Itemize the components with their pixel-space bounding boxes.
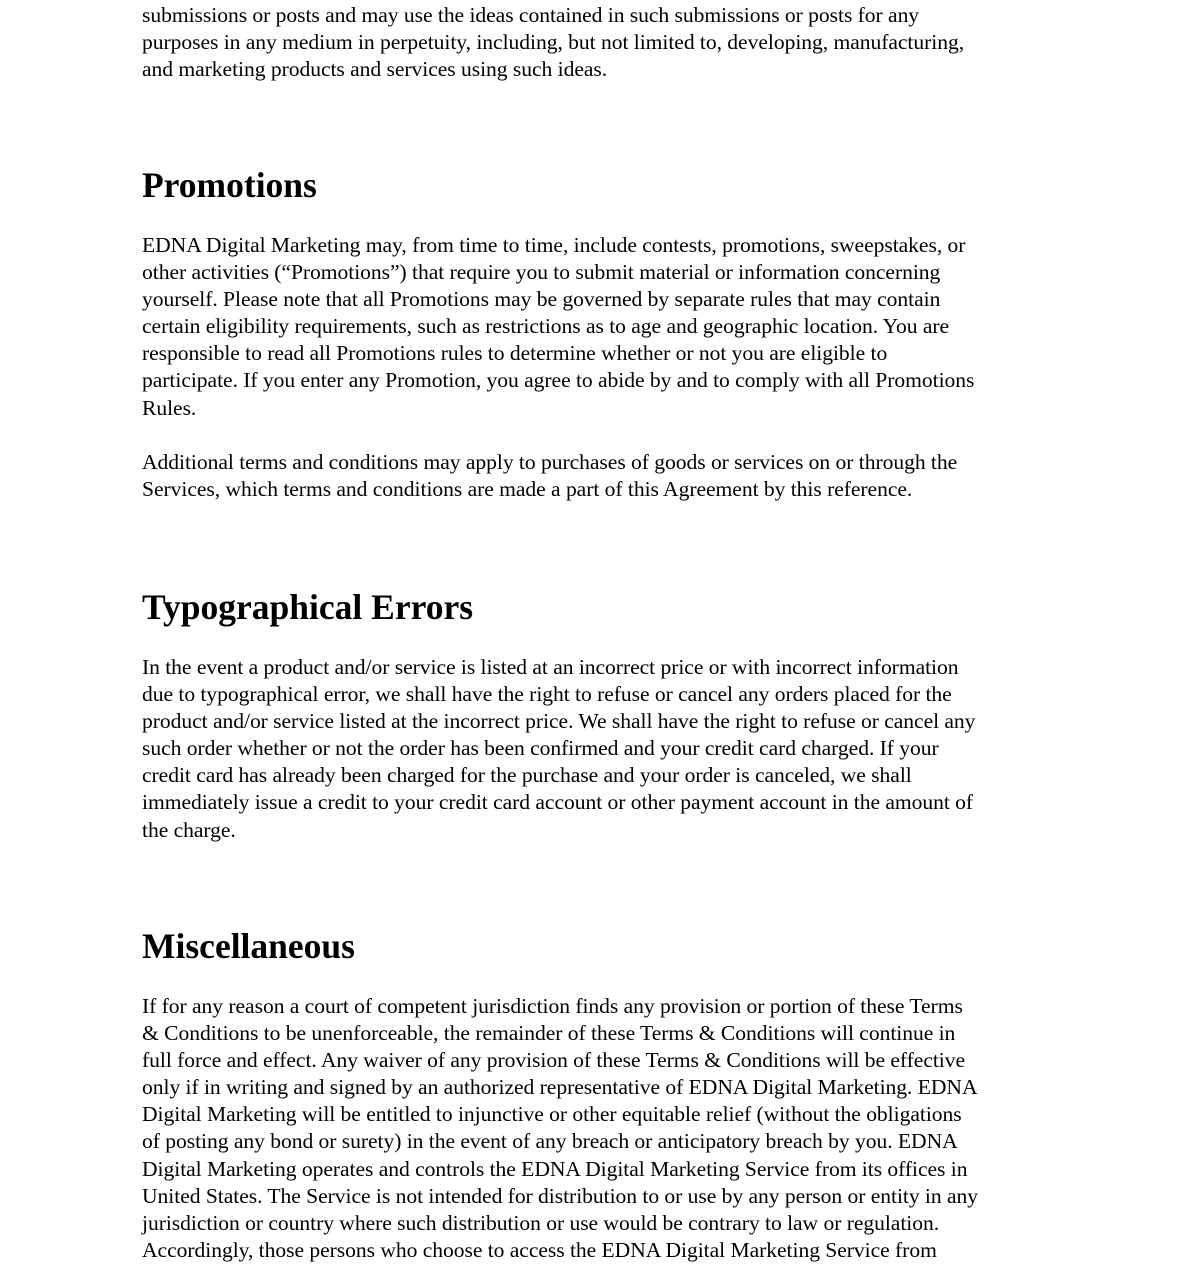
text-line: Digital Marketing operates and controls the EDNA Digital Marketing Service from its offices in <box>142 1156 968 1181</box>
text-line: Rules. <box>142 395 197 420</box>
text-line: credit card has already been charged for the purchase and your order is canceled, we shall <box>142 763 912 788</box>
typographical-errors-paragraph <box>142 654 1067 844</box>
text-line: responsible to read all Promotions rules to determine whether or not you are eligible to <box>142 341 888 366</box>
text-line: other activities (“Promotions”) that require you to submit material or information concerning <box>142 260 941 285</box>
text-line: of posting any bond or surety) in the event of any breach or anticipatory breach by you. EDNA <box>142 1129 958 1154</box>
text-line: purposes in any medium in perpetuity, including, but not limited to, developing, manufacturing, <box>142 30 965 55</box>
text-line: full force and effect. Any waiver of any provision of these Terms & Conditions will be effective <box>142 1048 966 1073</box>
text-line: & Conditions to be unenforceable, the remainder of these Terms & Conditions will continue in <box>142 1021 956 1046</box>
section-heading-typographical-errors: Typographical Errors <box>142 587 474 627</box>
text-line: participate. If you enter any Promotion, you agree to abide by and to comply with all Promotions <box>142 368 975 393</box>
text-line: the charge. <box>142 817 236 842</box>
text-line: submissions or posts and may use the ideas contained in such submissions or posts for any <box>142 3 920 27</box>
text-line: Digital Marketing will be entitled to injunctive or other equitable relief (without the obligations <box>142 1102 962 1127</box>
text-line: United States. The Service is not intended for distribution to or use by any person or entity in any <box>142 1183 979 1208</box>
text-line: EDNA Digital Marketing may, from time to time, include contests, promotions, sweepstakes, or <box>142 233 966 257</box>
text-line: immediately issue a credit to your credit card account or other payment account in the amount of <box>142 790 974 815</box>
text-line: Services, which terms and conditions are made a part of this Agreement by this reference. <box>142 477 913 502</box>
text-line: certain eligibility requirements, such as restrictions as to age and geographic location. You are <box>142 314 950 339</box>
intro-paragraph <box>142 2 1067 83</box>
text-line: jurisdiction or country where such distribution or use would be contrary to law or regulation. <box>142 1210 940 1235</box>
section-heading-promotions: Promotions <box>142 165 317 205</box>
promotions-paragraph-1 <box>142 232 1067 422</box>
text-line: If for any reason a court of competent jurisdiction finds any provision or portion of these Terms <box>142 994 963 1018</box>
section-heading-miscellaneous: Miscellaneous <box>142 926 355 966</box>
miscellaneous-paragraph <box>142 993 1067 1264</box>
text-line: In the event a product and/or service is listed at an incorrect price or with incorrect information <box>142 655 959 679</box>
text-line: yourself. Please note that all Promotions may be governed by separate rules that may contain <box>142 287 941 312</box>
text-line: Additional terms and conditions may apply to purchases of goods or services on or through the <box>142 450 958 474</box>
text-line: Accordingly, those persons who choose to access the EDNA Digital Marketing Service from <box>142 1237 937 1262</box>
text-line: and marketing products and services using such ideas. <box>142 57 608 82</box>
promotions-paragraph-2 <box>142 449 1067 503</box>
text-line: product and/or service listed at the incorrect price. We shall have the right to refuse or cancel any <box>142 709 976 734</box>
text-line: only if in writing and signed by an authorized representative of EDNA Digital Marketing. EDNA <box>142 1075 978 1100</box>
text-line: such order whether or not the order has been confirmed and your credit card charged. If your <box>142 736 939 761</box>
text-line: due to typographical error, we shall have the right to refuse or cancel any orders placed for the <box>142 682 952 707</box>
